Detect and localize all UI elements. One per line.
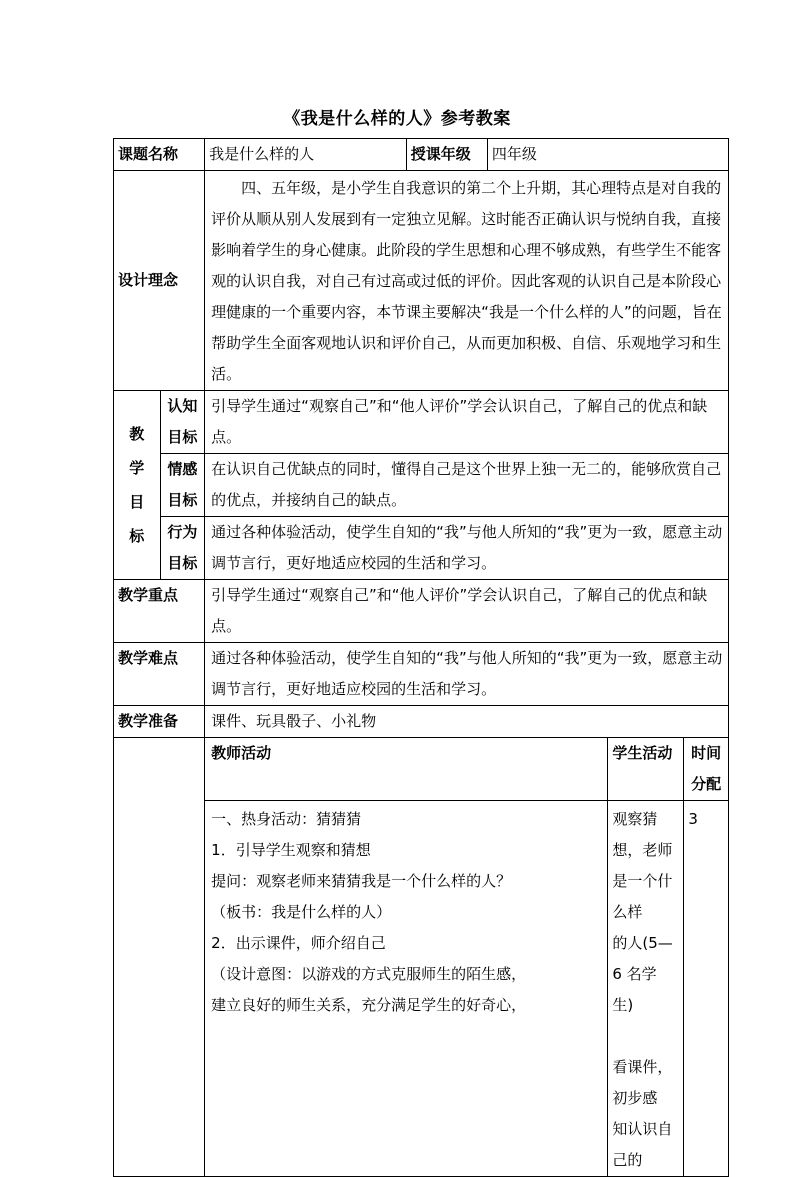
goals-label	[114, 391, 161, 580]
teacher-line: 建立良好的师生关系，充分满足学生的好奇心，	[211, 996, 527, 1014]
student-line: 观察猜想，老师	[612, 810, 673, 859]
student-line	[612, 1021, 679, 1052]
goal-sublabel-line: 目标	[167, 554, 198, 572]
row-goal-behavior	[114, 517, 729, 580]
student-activity-cell	[608, 801, 684, 1177]
row-goal-cognitive	[114, 391, 729, 454]
student-line: 的人(5—6 名学	[612, 934, 673, 983]
goals-label-char: 目	[129, 493, 145, 511]
goals-label-char: 标	[129, 527, 145, 545]
goal-sublabel-line: 目标	[167, 428, 198, 446]
row-difficulty	[114, 643, 729, 706]
goal-sublabel-emotional	[160, 454, 205, 517]
teacher-line: 提问：观察老师来猜猜我是一个什么样的人？	[211, 872, 512, 890]
grade-label: 授课年级	[406, 139, 487, 171]
goal-sublabel-line: 目标	[167, 491, 198, 509]
student-activity-header: 学生活动	[608, 738, 684, 801]
row-key	[114, 580, 729, 643]
goal-text-emotional: 在认识自己优缺点的同时，懂得自己是这个世界上独一无二的，能够欣赏自己的优点，并接纳自己的缺点。	[205, 454, 729, 517]
difficulty-text: 通过各种体验活动，使学生自知的“我”与他人所知的“我”更为一致，愿意主动调节言行，更好地适应校园的生活和学习。	[205, 643, 729, 706]
concept-text: 四、五年级，是小学生自我意识的第二个上升期，其心理特点是对自我的评价从顺从别人发展到有一定独立见解。这时能否正确认识与悦纳自我，直接影响着学生的身心健康。此阶段的学生思想和心理不够成熟，有些学生不能客观的认识自我，对自己有过高或过低的评价。因此客观的认识自己是本阶段心理健康的一个重要内容，本节课主要解决“我是一个什么样的人”的问题，旨在帮助学生全面客观地认识和评价自己，从而更加积极、自信、乐观地学习和生活。	[211, 179, 722, 383]
teacher-line: （设计意图：以游戏的方式克服师生的陌生感，	[211, 965, 527, 983]
goal-text-behavior: 通过各种体验活动，使学生自知的“我”与他人所知的“我”更为一致，愿意主动调节言行，更好地适应校园的生活和学习。	[205, 517, 729, 580]
row-goal-emotional	[114, 454, 729, 517]
teacher-line: （板书：我是什么样的人）	[211, 903, 392, 921]
goal-sublabel-line: 情感	[167, 460, 198, 478]
student-line: 生)	[612, 996, 634, 1014]
process-label-cell	[114, 738, 205, 1177]
goal-sublabel-behavior	[160, 517, 205, 580]
row-process-header	[114, 738, 729, 801]
teacher-activity-header: 教师活动	[205, 738, 608, 801]
difficulty-label: 教学难点	[114, 643, 205, 706]
row-prep	[114, 706, 729, 738]
lesson-plan-table	[113, 138, 729, 1177]
key-text: 引导学生通过“观察自己”和“他人评价”学会认识自己，了解自己的优点和缺点。	[205, 580, 729, 643]
row-course	[114, 139, 729, 171]
prep-label: 教学准备	[114, 706, 205, 738]
teacher-line: 一、热身活动：猜猜猜	[211, 810, 362, 828]
time-header-line: 时间	[691, 744, 722, 762]
student-line: 是一个什么样	[612, 872, 673, 921]
time-header-line: 分配	[691, 775, 722, 793]
grade-value: 四年级	[487, 139, 728, 171]
teacher-line: 2．出示课件，师介绍自己	[211, 934, 386, 952]
teacher-line: 1．引导学生观察和猜想	[211, 841, 371, 859]
goal-text-cognitive: 引导学生通过“观察自己”和“他人评价”学会认识自己，了解自己的优点和缺点。	[205, 391, 729, 454]
page-title: 《我是什么样的人》参考教案	[283, 109, 511, 129]
goal-sublabel-line: 认知	[167, 397, 198, 415]
row-process-content	[114, 801, 729, 1177]
goals-label-char: 教	[129, 425, 145, 443]
goals-label-char: 学	[129, 459, 145, 477]
goal-sublabel-line: 行为	[167, 523, 198, 541]
student-line: 看课件，初步感	[612, 1058, 673, 1107]
prep-text: 课件、玩具骰子、小礼物	[205, 706, 729, 738]
concept-label: 设计理念	[114, 171, 205, 391]
student-line: 知认识自己的	[612, 1120, 673, 1169]
time-cell: 3	[684, 801, 729, 1177]
course-name-label: 课题名称	[114, 139, 205, 171]
goal-sublabel-cognitive	[160, 391, 205, 454]
row-concept	[114, 171, 729, 391]
key-label: 教学重点	[114, 580, 205, 643]
time-header	[684, 738, 729, 801]
teacher-activity-cell	[205, 801, 608, 1177]
course-name-value: 我是什么样的人	[205, 139, 407, 171]
